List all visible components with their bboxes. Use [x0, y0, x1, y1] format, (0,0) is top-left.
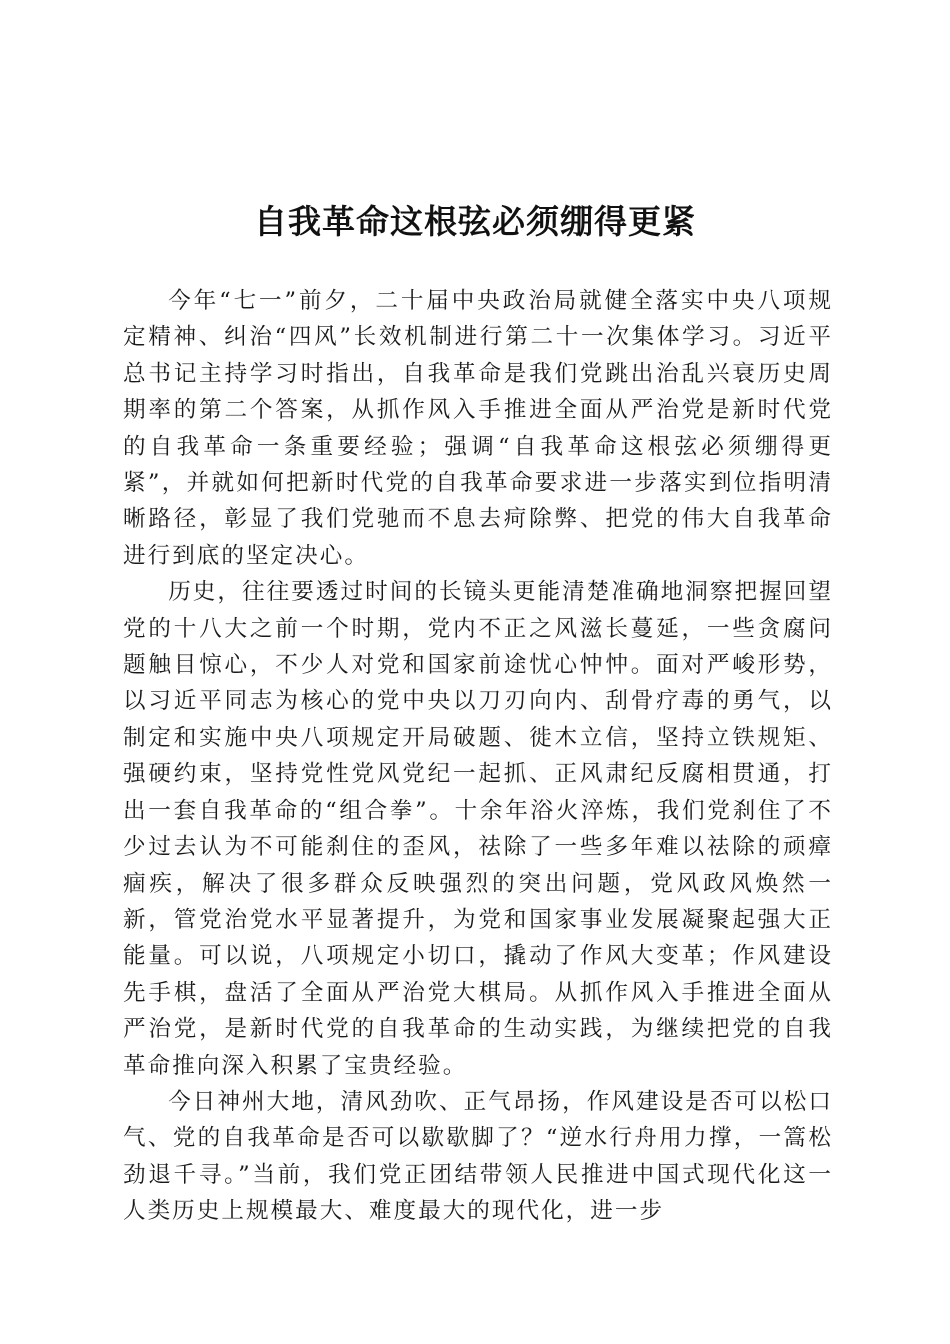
- paragraph: 今日神州大地，清风劲吹、正气昂扬，作风建设是否可以松口气、党的自我革命是否可以歇歇脚了？“逆水行舟用力撑，一篙松劲退千寻。”当前，我们党正团结带领人民推进中国式现代化这一人类历史上规模最大、难度最大的现代化，进一步: [123, 1088, 833, 1225]
- document-body: [123, 283, 833, 1230]
- paragraph: 今年“七一”前夕，二十届中央政治局就健全落实中央八项规定精神、纠治“四风”长效机制进行第二十一次集体学习。习近平总书记主持学习时指出，自我革命是我们党跳出治乱兴衰历史周期率的第二个答案，从抓作风入手推进全面从严治党是新时代党的自我革命一条重要经验；强调“自我革命这根弦必须绷得更紧”，并就如何把新时代党的自我革命要求进一步落实到位指明清晰路径，彰显了我们党驰而不息去疴除弊、把党的伟大自我革命进行到底的坚定决心。: [123, 288, 833, 569]
- document-title: 自我革命这根弦必须绷得更紧: [254, 202, 696, 241]
- paragraph: 历史，往往要透过时间的长镜头更能清楚准确地洞察把握回望党的十八大之前一个时期，党内不正之风滋长蔓延，一些贪腐问题触目惊心，不少人对党和国家前途忧心忡忡。面对严峻形势，以习近平同志为核心的党中央以刀刃向内、刮骨疗毒的勇气，以制定和实施中央八项规定开局破题、徙木立信，坚持立铁规矩、强硬约束，坚持党性党风党纪一起抓、正风肃纪反腐相贯通，打出一套自我革命的“组合拳”。十余年浴火淬炼，我们党刹住了不少过去认为不可能刹住的歪风，祛除了一些多年难以祛除的顽瘴痼疾，解决了很多群众反映强烈的突出问题，党风政风焕然一新，管党治党水平显著提升，为党和国家事业发展凝聚起强大正能量。可以说，八项规定小切口，撬动了作风大变革；作风建设先手棋，盘活了全面从严治党大棋局。从抓作风入手推进全面从严治党，是新时代党的自我革命的生动实践，为继续把党的自我革命推向深入积累了宝贵经验。: [123, 579, 833, 1079]
